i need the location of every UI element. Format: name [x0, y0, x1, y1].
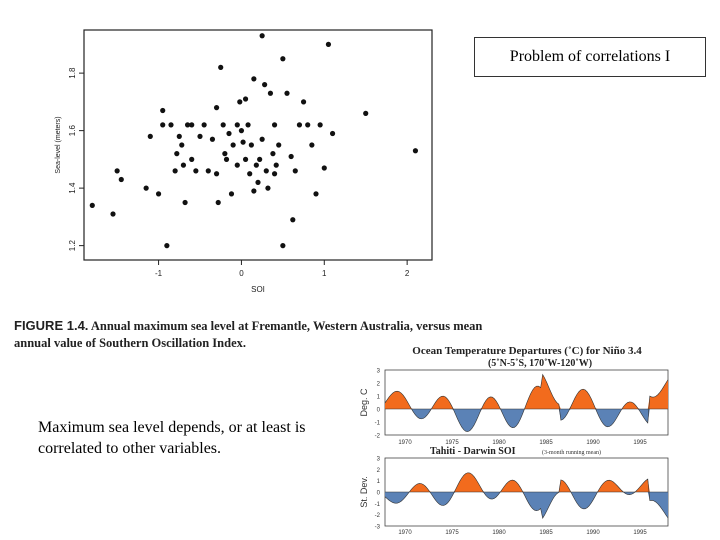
data-point — [274, 163, 279, 168]
data-point — [189, 122, 194, 127]
data-point — [189, 157, 194, 162]
data-point — [160, 122, 165, 127]
data-point — [231, 142, 236, 147]
enso-bottom-y-tick-label: 3 — [376, 456, 380, 463]
data-point — [297, 122, 302, 127]
data-point — [206, 168, 211, 173]
enso-top-subtitle: (5˚N-5˚S, 170˚W-120˚W) — [487, 358, 593, 369]
data-point — [119, 177, 124, 182]
data-point — [214, 105, 219, 110]
enso-bottom-year-label: 1985 — [539, 530, 553, 535]
data-point — [182, 200, 187, 205]
x-tick-label: 2 — [404, 269, 410, 278]
data-point — [249, 142, 254, 147]
enso-bottom-y-tick-label: 0 — [376, 490, 380, 497]
data-point — [110, 211, 115, 216]
enso-bottom-y-tick-label: -2 — [374, 513, 380, 520]
x-tick-label: 0 — [239, 269, 244, 278]
data-point — [330, 131, 335, 136]
data-point — [193, 168, 198, 173]
enso-top-y-label: Deg. C — [359, 388, 369, 417]
enso-bottom-title-note: (3-month running mean) — [542, 450, 601, 456]
enso-bottom-y-tick-label: -1 — [374, 501, 380, 508]
enso-bottom-title: Tahiti - Darwin SOI — [430, 446, 516, 457]
data-point — [272, 122, 277, 127]
enso-top-y-tick-label: 0 — [376, 407, 380, 414]
x-axis-label: SOI — [251, 285, 265, 294]
data-point — [251, 76, 256, 81]
data-point — [260, 33, 265, 38]
data-point — [363, 111, 368, 116]
data-point — [257, 157, 262, 162]
y-axis-label: Sea-level (meters) — [55, 116, 62, 174]
data-point — [268, 91, 273, 96]
data-point — [235, 122, 240, 127]
data-point — [210, 137, 215, 142]
y-tick-label: 1.6 — [68, 125, 77, 137]
data-point — [255, 180, 260, 185]
data-point — [301, 99, 306, 104]
data-point — [148, 134, 153, 139]
data-point — [276, 142, 281, 147]
data-point — [264, 168, 269, 173]
data-point — [265, 186, 270, 191]
enso-bottom-y-tick-label: -3 — [374, 524, 380, 531]
enso-bottom-year-label: 1980 — [492, 530, 506, 535]
figure-label: FIGURE 1.4. — [14, 318, 89, 333]
data-point — [168, 122, 173, 127]
enso-top-y-tick-label: 1 — [376, 394, 380, 401]
data-point — [229, 191, 234, 196]
y-tick-label: 1.8 — [68, 67, 77, 79]
data-point — [243, 96, 248, 101]
data-point — [239, 128, 244, 133]
data-point — [272, 171, 277, 176]
data-point — [164, 243, 169, 248]
data-point — [226, 131, 231, 136]
data-point — [181, 163, 186, 168]
enso-bottom-year-label: 1970 — [398, 530, 412, 535]
enso-bottom-year-label: 1975 — [445, 530, 459, 535]
data-point — [174, 151, 179, 156]
enso-top-year-label: 1970 — [398, 440, 412, 446]
enso-top-y-tick-label: -2 — [374, 433, 380, 440]
data-point — [214, 171, 219, 176]
data-point — [260, 137, 265, 142]
enso-top-year-label: 1990 — [586, 440, 600, 446]
data-point — [224, 157, 229, 162]
data-point — [309, 142, 314, 147]
data-point — [270, 151, 275, 156]
slide-note: Maximum sea level depends, or at least is correlated to other variables. — [38, 419, 306, 457]
data-point — [156, 191, 161, 196]
data-point — [115, 168, 120, 173]
enso-top-title: Ocean Temperature Departures (˚C) for Niño 3.4 — [412, 345, 642, 357]
data-point — [235, 163, 240, 168]
figure-caption-text: Annual maximum sea level at Fremantle, Western Australia, versus mean annual value of Southern Oscillation Index. — [14, 319, 483, 350]
y-tick-label: 1.4 — [68, 182, 77, 194]
data-point — [245, 122, 250, 127]
data-point — [90, 203, 95, 208]
data-point — [305, 122, 310, 127]
data-point — [326, 42, 331, 47]
data-point — [237, 99, 242, 104]
enso-top-y-tick-label: 3 — [376, 368, 380, 375]
data-point — [160, 108, 165, 113]
data-point — [216, 200, 221, 205]
data-point — [177, 134, 182, 139]
data-point — [318, 122, 323, 127]
data-point — [413, 148, 418, 153]
scatter-plot — [40, 25, 450, 307]
enso-top-year-label: 1975 — [445, 440, 459, 446]
y-tick-label: 1.2 — [68, 240, 77, 252]
data-point — [247, 171, 252, 176]
slide-title: Problem of correlations I — [474, 37, 706, 77]
data-point — [251, 188, 256, 193]
enso-bottom-year-label: 1990 — [586, 530, 600, 535]
enso-top-year-label: 1995 — [633, 440, 647, 446]
enso-bottom-y-tick-label: 2 — [376, 467, 380, 474]
enso-figure — [355, 340, 675, 535]
data-point — [280, 243, 285, 248]
data-point — [202, 122, 207, 127]
data-point — [240, 140, 245, 145]
data-point — [262, 82, 267, 87]
enso-top-frame — [385, 370, 668, 435]
data-point — [222, 151, 227, 156]
enso-top-y-tick-label: 2 — [376, 381, 380, 388]
data-point — [254, 163, 259, 168]
data-point — [144, 186, 149, 191]
data-point — [293, 168, 298, 173]
data-point — [290, 217, 295, 222]
data-point — [173, 168, 178, 173]
data-point — [218, 65, 223, 70]
data-point — [243, 157, 248, 162]
data-point — [280, 56, 285, 61]
data-point — [289, 154, 294, 159]
x-tick-label: -1 — [155, 269, 163, 278]
enso-top-year-label: 1985 — [539, 440, 553, 446]
data-point — [322, 165, 327, 170]
x-tick-label: 1 — [322, 269, 327, 278]
enso-bottom-y-label: St. Dev. — [359, 476, 369, 508]
enso-top-year-label: 1980 — [492, 440, 506, 446]
plot-frame — [84, 30, 432, 260]
data-point — [313, 191, 318, 196]
enso-top-y-tick-label: -1 — [374, 420, 380, 427]
enso-bottom-y-tick-label: 1 — [376, 479, 380, 486]
enso-bottom-year-label: 1995 — [633, 530, 647, 535]
data-point — [179, 142, 184, 147]
data-point — [221, 122, 226, 127]
data-point — [284, 91, 289, 96]
data-point — [197, 134, 202, 139]
